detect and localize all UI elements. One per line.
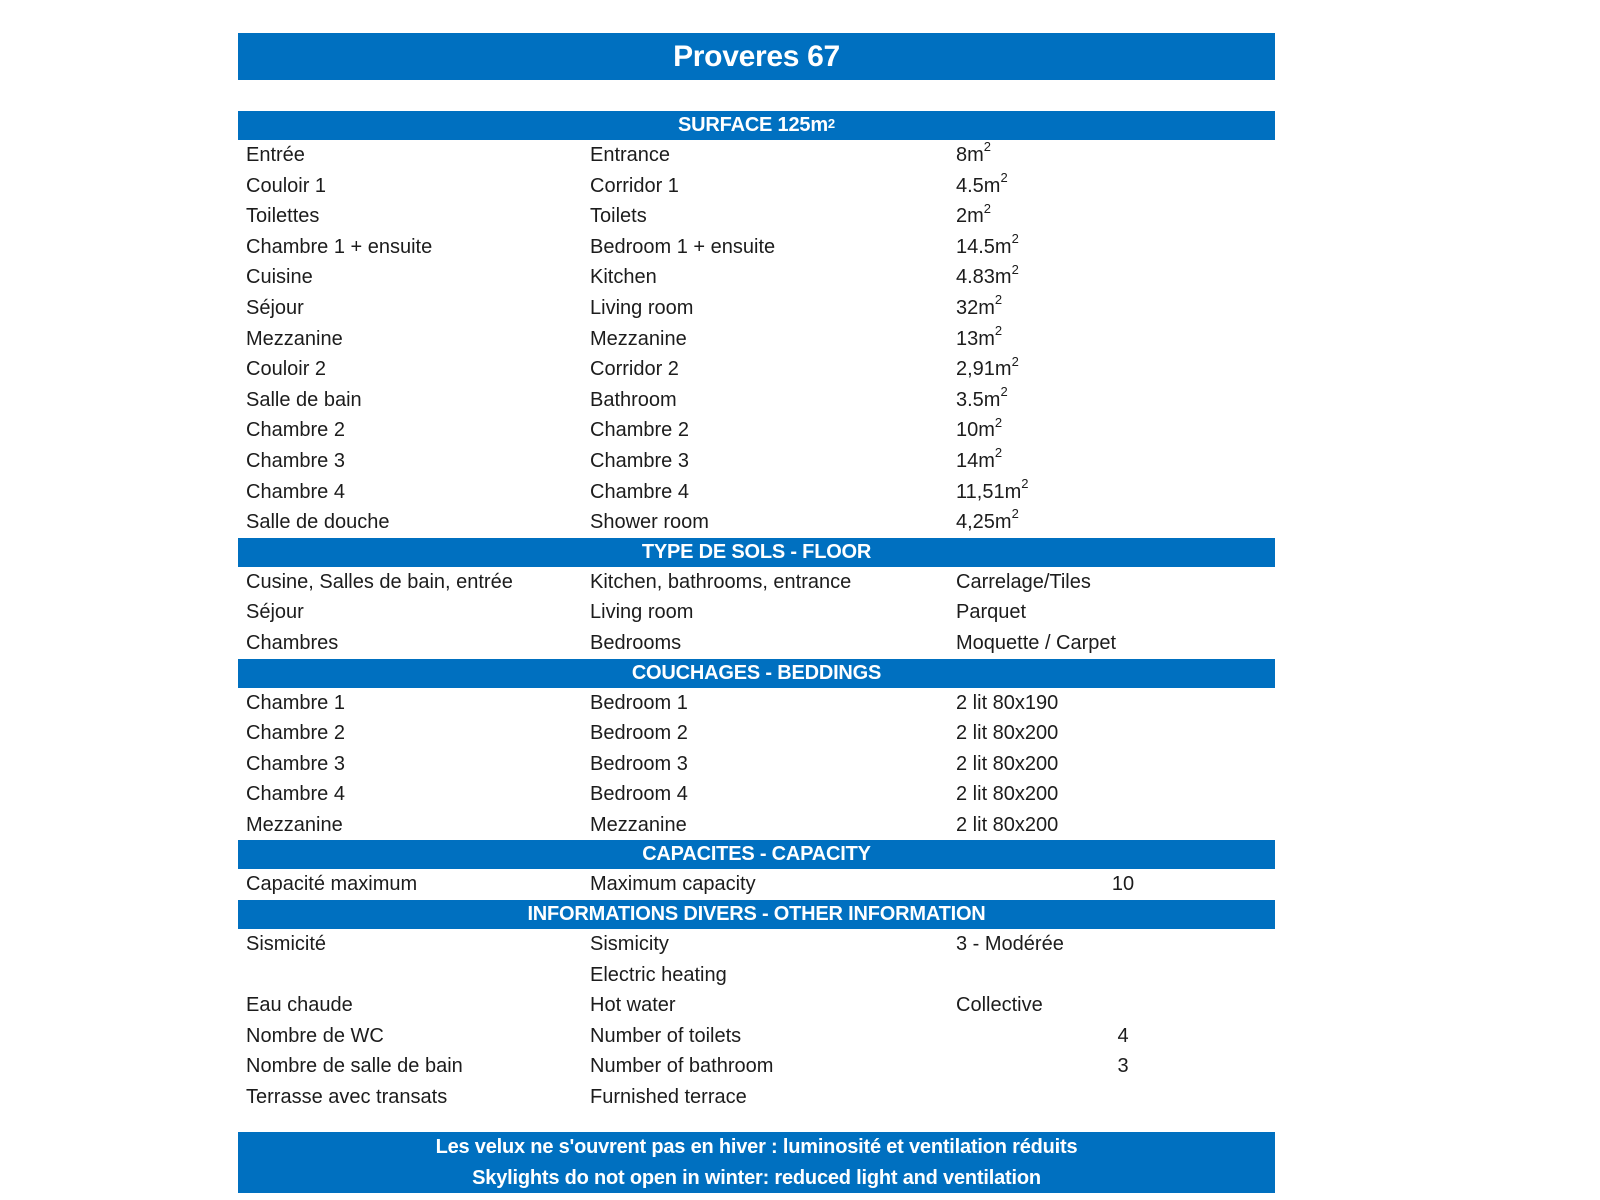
cell-value: $32m^2$	[956, 292, 1003, 319]
cell-label-english: Chambre 4	[590, 480, 689, 503]
table-row	[238, 354, 1275, 385]
cell-label-english: Corridor 1	[590, 174, 679, 197]
cell-label-french: Salle de bain	[246, 388, 362, 411]
cell-value: $14.5m^2$	[956, 231, 1019, 258]
cell-label-french: Chambres	[246, 631, 339, 654]
cell-value: 2 lit 80x200	[956, 752, 1059, 775]
cell-label-french: Chambre 4	[246, 783, 345, 806]
table-row	[238, 1021, 1275, 1052]
cell-label-french: Couloir 2	[246, 358, 327, 381]
cell-label-english: Mezzanine	[590, 813, 687, 836]
title-bar	[238, 33, 1275, 80]
cell-label-french: Entrée	[246, 144, 305, 166]
table-row	[238, 869, 1275, 900]
cell-value: $8m^2$	[956, 139, 992, 166]
table-row	[238, 597, 1275, 628]
table-row	[238, 262, 1275, 293]
cell-value: $4.83m^2$	[956, 261, 1019, 289]
cell-label-french: Chambre 3	[246, 449, 345, 472]
cell-value: 2 lit 80x200	[956, 813, 1059, 836]
table-row	[238, 749, 1275, 780]
cell-label-french: Chambre 1 + ensuite	[246, 235, 433, 258]
cell-label-english: Number of bathroom	[590, 1055, 774, 1078]
cell-label-english: Chambre 3	[590, 449, 689, 472]
cell-value: $2,91m^2$	[956, 353, 1019, 381]
cell-label-french: Sismicité	[246, 933, 327, 956]
cell-label-english: Living room	[590, 296, 694, 319]
cell-label-english: Kitchen, bathrooms, entrance	[590, 570, 852, 593]
cell-label-english: Chambre 2	[590, 419, 689, 442]
table-row	[238, 477, 1275, 508]
cell-label-english: Hot water	[590, 994, 676, 1017]
page-title: Proveres 67	[673, 39, 840, 73]
cell-label-english: Mezzanine	[590, 327, 687, 350]
table-row	[238, 171, 1275, 202]
footer-note	[238, 1132, 1275, 1193]
table-row	[238, 688, 1275, 719]
cell-value: $3.5m^2$	[956, 384, 1008, 411]
cell-label-english: Toilets	[590, 205, 647, 228]
table-row	[238, 293, 1275, 324]
cell-value: $4.5m^2$	[956, 169, 1008, 197]
cell-label-english: Number of toilets	[590, 1024, 742, 1047]
cell-value: Parquet	[956, 601, 1027, 624]
cell-label-french: Salle de douche	[246, 511, 390, 534]
cell-label-french: Nombre de salle de bain	[246, 1055, 463, 1078]
cell-label-english: Entrance	[590, 144, 671, 166]
table-row	[238, 385, 1275, 416]
table-row	[238, 567, 1275, 598]
cell-label-english: Kitchen	[590, 266, 657, 289]
cell-value: 2 lit 80x190	[956, 691, 1059, 714]
cell-label-french: Séjour	[246, 296, 304, 319]
cell-label-french: Capacité maximum	[246, 873, 418, 896]
cell-value: Collective	[956, 994, 1043, 1017]
cell-label-english: Corridor 2	[590, 358, 679, 381]
cell-label-english: Maximum capacity	[590, 873, 756, 896]
table-row	[238, 779, 1275, 810]
table-row	[238, 628, 1275, 659]
cell-value: $2m^2$	[956, 200, 992, 228]
cell-label-french: Mezzanine	[246, 813, 343, 836]
cell-label-french: Couloir 1	[246, 174, 327, 197]
table-row	[238, 718, 1275, 749]
cell-label-english: Bathroom	[590, 388, 677, 411]
table-row	[238, 324, 1275, 355]
cell-label-english: Bedroom 4	[590, 783, 688, 806]
footer-note-french: Les velux ne s'ouvrent pas en hiver : luminosité et ventilation réduits	[435, 1135, 1078, 1158]
cell-label-english: Shower room	[590, 511, 709, 534]
table-row	[238, 507, 1275, 538]
section-header: SURFACE 125m $^2$	[238, 111, 1275, 140]
cell-label-french: Mezzanine	[246, 327, 343, 350]
table-row	[238, 1082, 1275, 1113]
cell-value: $10m^2$	[956, 414, 1003, 442]
cell-label-english: Living room	[590, 601, 694, 624]
cell-label-french: Chambre 1	[246, 691, 345, 714]
cell-label-french: Chambre 2	[246, 419, 345, 442]
table-row	[238, 1051, 1275, 1082]
cell-label-french: Chambre 3	[246, 752, 345, 775]
footer-note-english: Skylights do not open in winter: reduced light and ventilation	[472, 1166, 1041, 1189]
table-row	[238, 960, 1275, 991]
cell-label-french: Chambre 4	[246, 480, 345, 503]
cell-value: $11,51m^2$	[956, 475, 1029, 503]
cell-value: 3 - Modérée	[956, 933, 1064, 956]
cell-label-english: Bedroom 2	[590, 722, 688, 745]
cell-label-french: Séjour	[246, 601, 304, 624]
cell-label-english: Bedroom 1	[590, 691, 688, 714]
cell-value: $14m^2$	[956, 445, 1003, 472]
table-row	[238, 415, 1275, 446]
table-row	[238, 140, 1275, 171]
cell-label-english: Bedroom 1 + ensuite	[590, 235, 776, 258]
cell-value: 2 lit 80x200	[956, 722, 1059, 745]
cell-label-english: Bedroom 3	[590, 752, 688, 775]
cell-value: Carrelage/Tiles	[956, 570, 1091, 593]
cell-number: 3	[1117, 1055, 1129, 1078]
cell-label-french: Eau chaude	[246, 994, 353, 1017]
cell-label-english: Electric heating	[590, 963, 727, 986]
table-row	[238, 810, 1275, 841]
cell-value: $4,25m^2$	[956, 506, 1019, 534]
section-header: TYPE DE SOLS - FLOOR	[238, 538, 1275, 567]
cell-label-french: Terrasse avec transats	[246, 1086, 448, 1109]
table-row	[238, 990, 1275, 1021]
cell-value: $13m^2$	[956, 322, 1003, 350]
section-header: INFORMATIONS DIVERS - OTHER INFORMATION	[238, 900, 1275, 929]
cell-label-french: Nombre de WC	[246, 1024, 384, 1047]
table-row	[238, 201, 1275, 232]
cell-label-english: Sismicity	[590, 933, 669, 956]
cell-label-english: Bedrooms	[590, 631, 682, 654]
cell-number: 10	[1111, 873, 1135, 896]
cell-value: Moquette / Carpet	[956, 631, 1117, 654]
section-header: COUCHAGES - BEDDINGS	[238, 659, 1275, 688]
cell-label-english: Furnished terrace	[590, 1086, 747, 1109]
cell-label-french: Toilettes	[246, 205, 320, 228]
property-sheet	[238, 33, 1275, 1193]
footer-gap	[238, 1113, 1275, 1132]
table-row	[238, 446, 1275, 477]
cell-label-french: Cusine, Salles de bain, entrée	[246, 570, 513, 593]
cell-value: 2 lit 80x200	[956, 783, 1059, 806]
cell-label-french: Chambre 2	[246, 722, 345, 745]
table-row	[238, 929, 1275, 960]
section-header: CAPACITES - CAPACITY	[238, 840, 1275, 869]
cell-number: 4	[1117, 1024, 1129, 1047]
title-gap	[238, 80, 1275, 111]
sections-container	[238, 111, 1275, 1113]
cell-label-french: Cuisine	[246, 266, 313, 289]
table-row	[238, 232, 1275, 263]
